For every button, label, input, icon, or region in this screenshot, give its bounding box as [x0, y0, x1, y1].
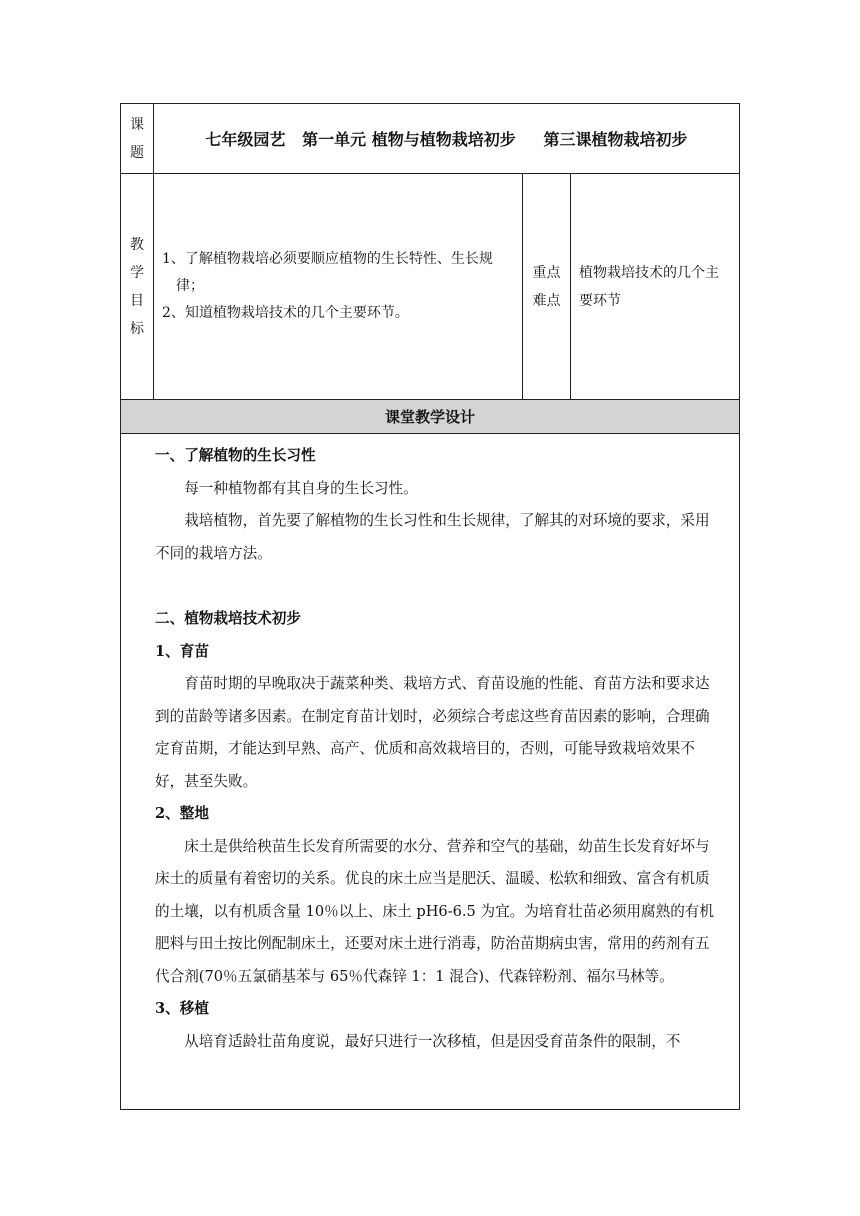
lesson-title: 七年级园艺 第一单元 植物与植物栽培初步 第三课植物栽培初步: [205, 130, 688, 149]
paragraph: 从培育适龄壮苗角度说，最好只进行一次移植，但是因受育苗条件的限制，不: [184, 1032, 681, 1050]
objective-2: 2、知道植物栽培技术的几个主要环节。: [162, 305, 409, 321]
key-points-line-1: 植物栽培技术的几个主: [579, 264, 719, 281]
topic-label-char: 题: [130, 144, 144, 161]
subsection-heading: 1、育苗: [155, 642, 209, 660]
paragraph: 床土是供给秧苗生长发育所需要的水分、营养和空气的基础，幼苗生长发育好坏与床土的质量有着密切的关系。优良的床土应当是肥沃、温暖、松软和细致、富含有机质的土壤，以有机质含量 10％以上、床土 pH6-6.5 为宜。为培育壮苗必须用腐熟的有机肥料与田土按比例配制床土，还要对床土进行消毒，防治苗期病虫害，常用的药剂有五代合剂(70％五氯硝基苯与 65％代森锌 1：1 混合)、代森锌粉剂、福尔马林等。: [155, 837, 714, 985]
lesson-content: [121, 434, 739, 1109]
paragraph: 育苗时期的早晚取决于蔬菜种类、栽培方式、育苗设施的性能、育苗方法和要求达到的苗龄等诸多因素。在制定育苗计划时，必须综合考虑这些育苗因素的影响，合理确定育苗期，才能达到早熟、高产、优质和高效栽培目的，否则，可能导致栽培效果不好，甚至失败。: [155, 675, 710, 790]
key-points-line-2: 要环节: [579, 292, 621, 309]
objectives-label-char: 目: [130, 292, 144, 309]
section-heading-1: 一、了解植物的生长习性: [155, 447, 316, 464]
paragraph: 栽培植物，首先要了解植物的生长习性和生长规律，了解其的对环境的要求，采用不同的栽培方法。: [155, 512, 710, 562]
subsection-heading: 3、移植: [155, 1000, 209, 1017]
objectives-label-char: 学: [130, 264, 144, 281]
key-points-text: [571, 174, 739, 399]
topic-label-char: 课: [130, 116, 144, 133]
section-heading-2: 二、植物栽培技术初步: [155, 610, 301, 627]
subsection-heading: 2、整地: [155, 805, 209, 822]
topic-label: [121, 104, 154, 173]
classroom-design-header: 课堂教学设计: [121, 400, 739, 434]
objectives-label-char: 标: [130, 320, 144, 337]
paragraph: 每一种植物都有其自身的生长习性。: [184, 479, 418, 497]
objectives-row: [121, 174, 739, 400]
key-points-label: [523, 174, 571, 399]
key-points-label-1: 重点: [532, 264, 561, 281]
key-points-label-2: 难点: [532, 292, 561, 309]
objectives-text: [154, 174, 523, 399]
title-row: [121, 104, 739, 174]
lesson-plan-table: [120, 103, 740, 1110]
objectives-label: [121, 174, 154, 399]
objective-1-cont: 律；: [176, 278, 204, 294]
objective-1: 1、了解植物栽培必须要顺应植物的生长特性、生长规: [162, 251, 493, 267]
objectives-label-char: 教: [130, 236, 144, 253]
